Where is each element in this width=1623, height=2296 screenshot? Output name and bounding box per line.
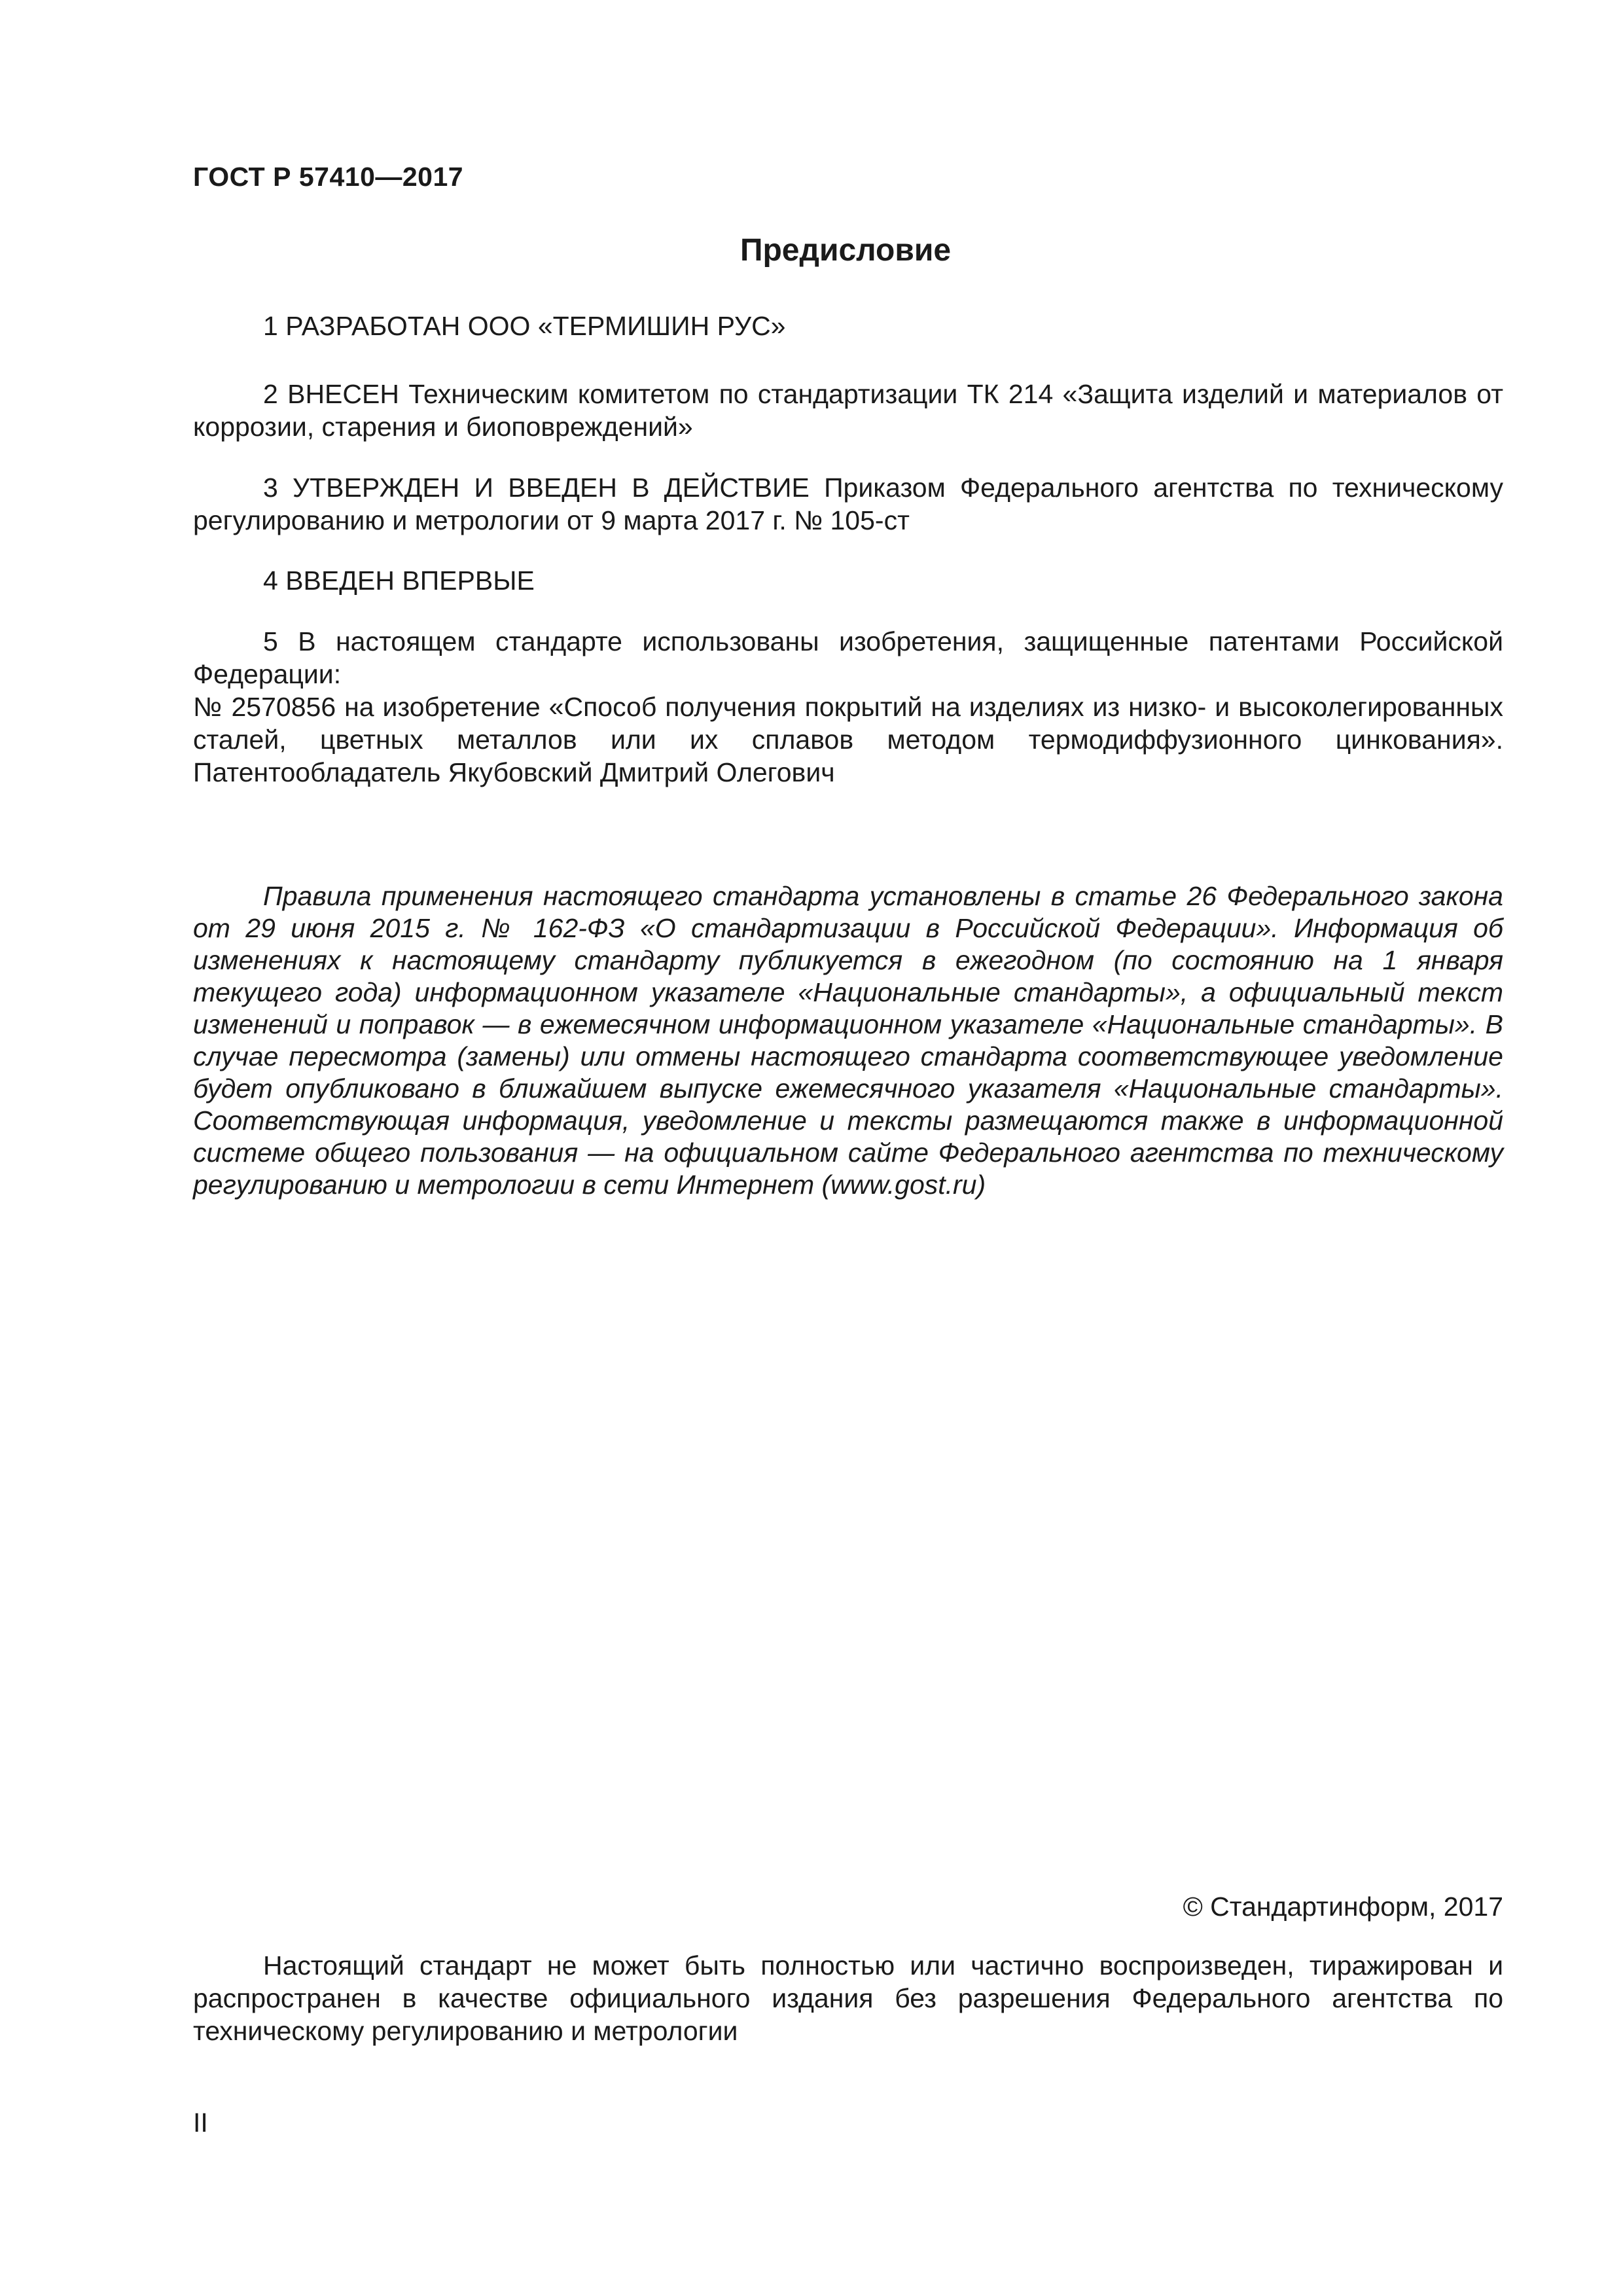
foreword-item-3: 3 УТВЕРЖДЕН И ВВЕДЕН В ДЕЙСТВИЕ Приказом Федерального агентства по техническому регулированию и метрологии от 9 марта 2017 г. № 105-ст: [193, 473, 1503, 535]
standard-code: ГОСТ Р 57410—2017: [193, 162, 464, 192]
foreword-item-5: 5 В настоящем стандарте использованы изобретения, защищенные патентами Российской Федерации:: [193, 626, 1503, 689]
foreword-item-1: 1 РАЗРАБОТАН ООО «ТЕРМИШИН РУС»: [263, 311, 786, 341]
foreword-item-4: 4 ВВЕДЕН ВПЕРВЫЕ: [263, 565, 535, 596]
copyright-line: © Стандартинформ, 2017: [1183, 1892, 1503, 1922]
application-rules-text: Правила применения настоящего стандарта установлены в статье 26 Федерального закона от 29 июня 2015 г. № 162-ФЗ «О стандартизации в Российской Федерации». Информация об изменениях к настоящему стандарту публикуется в ежегодном (по состоянию на 1 января текущего года) информационном указателе «Национальные стандарты», а официальный текст изменений и поправок — в ежемесячном информационном указателе «Национальные стандарты». В случае пересмотра (замены) или отмены настоящего стандарта соответствующее уведомление будет опубликовано в ближайшем выпуске ежемесячного указателя «Национальные стандарты». Соответствующая информация, уведомление и тексты размещаются также в информационной системе общего пользования — на официальном сайте Федерального агентства по техническому регулированию и метрологии в сети Интернет (www.gost.ru): [193, 881, 1503, 1200]
foreword-item-2: 2 ВНЕСЕН Техническим комитетом по стандартизации ТК 214 «Защита изделий и материалов от коррозии, старения и биоповреждений»: [193, 379, 1503, 442]
page-number: II: [193, 2108, 208, 2138]
reproduction-notice: Настоящий стандарт не может быть полностью или частично воспроизведен, тиражирован и распространен в качестве официального издания без разрешения Федерального агентства по техническому регулированию и метрологии: [193, 1950, 1503, 2046]
page-title: Предисловие: [740, 233, 952, 268]
patent-text: № 2570856 на изобретение «Способ получения покрытий на изделиях из низко- и высоколегированных сталей, цветных металлов или их сплавов методом термодиффузионного цинкования». Патентообладатель Якубовский Дмитрий Олегович: [193, 692, 1503, 787]
